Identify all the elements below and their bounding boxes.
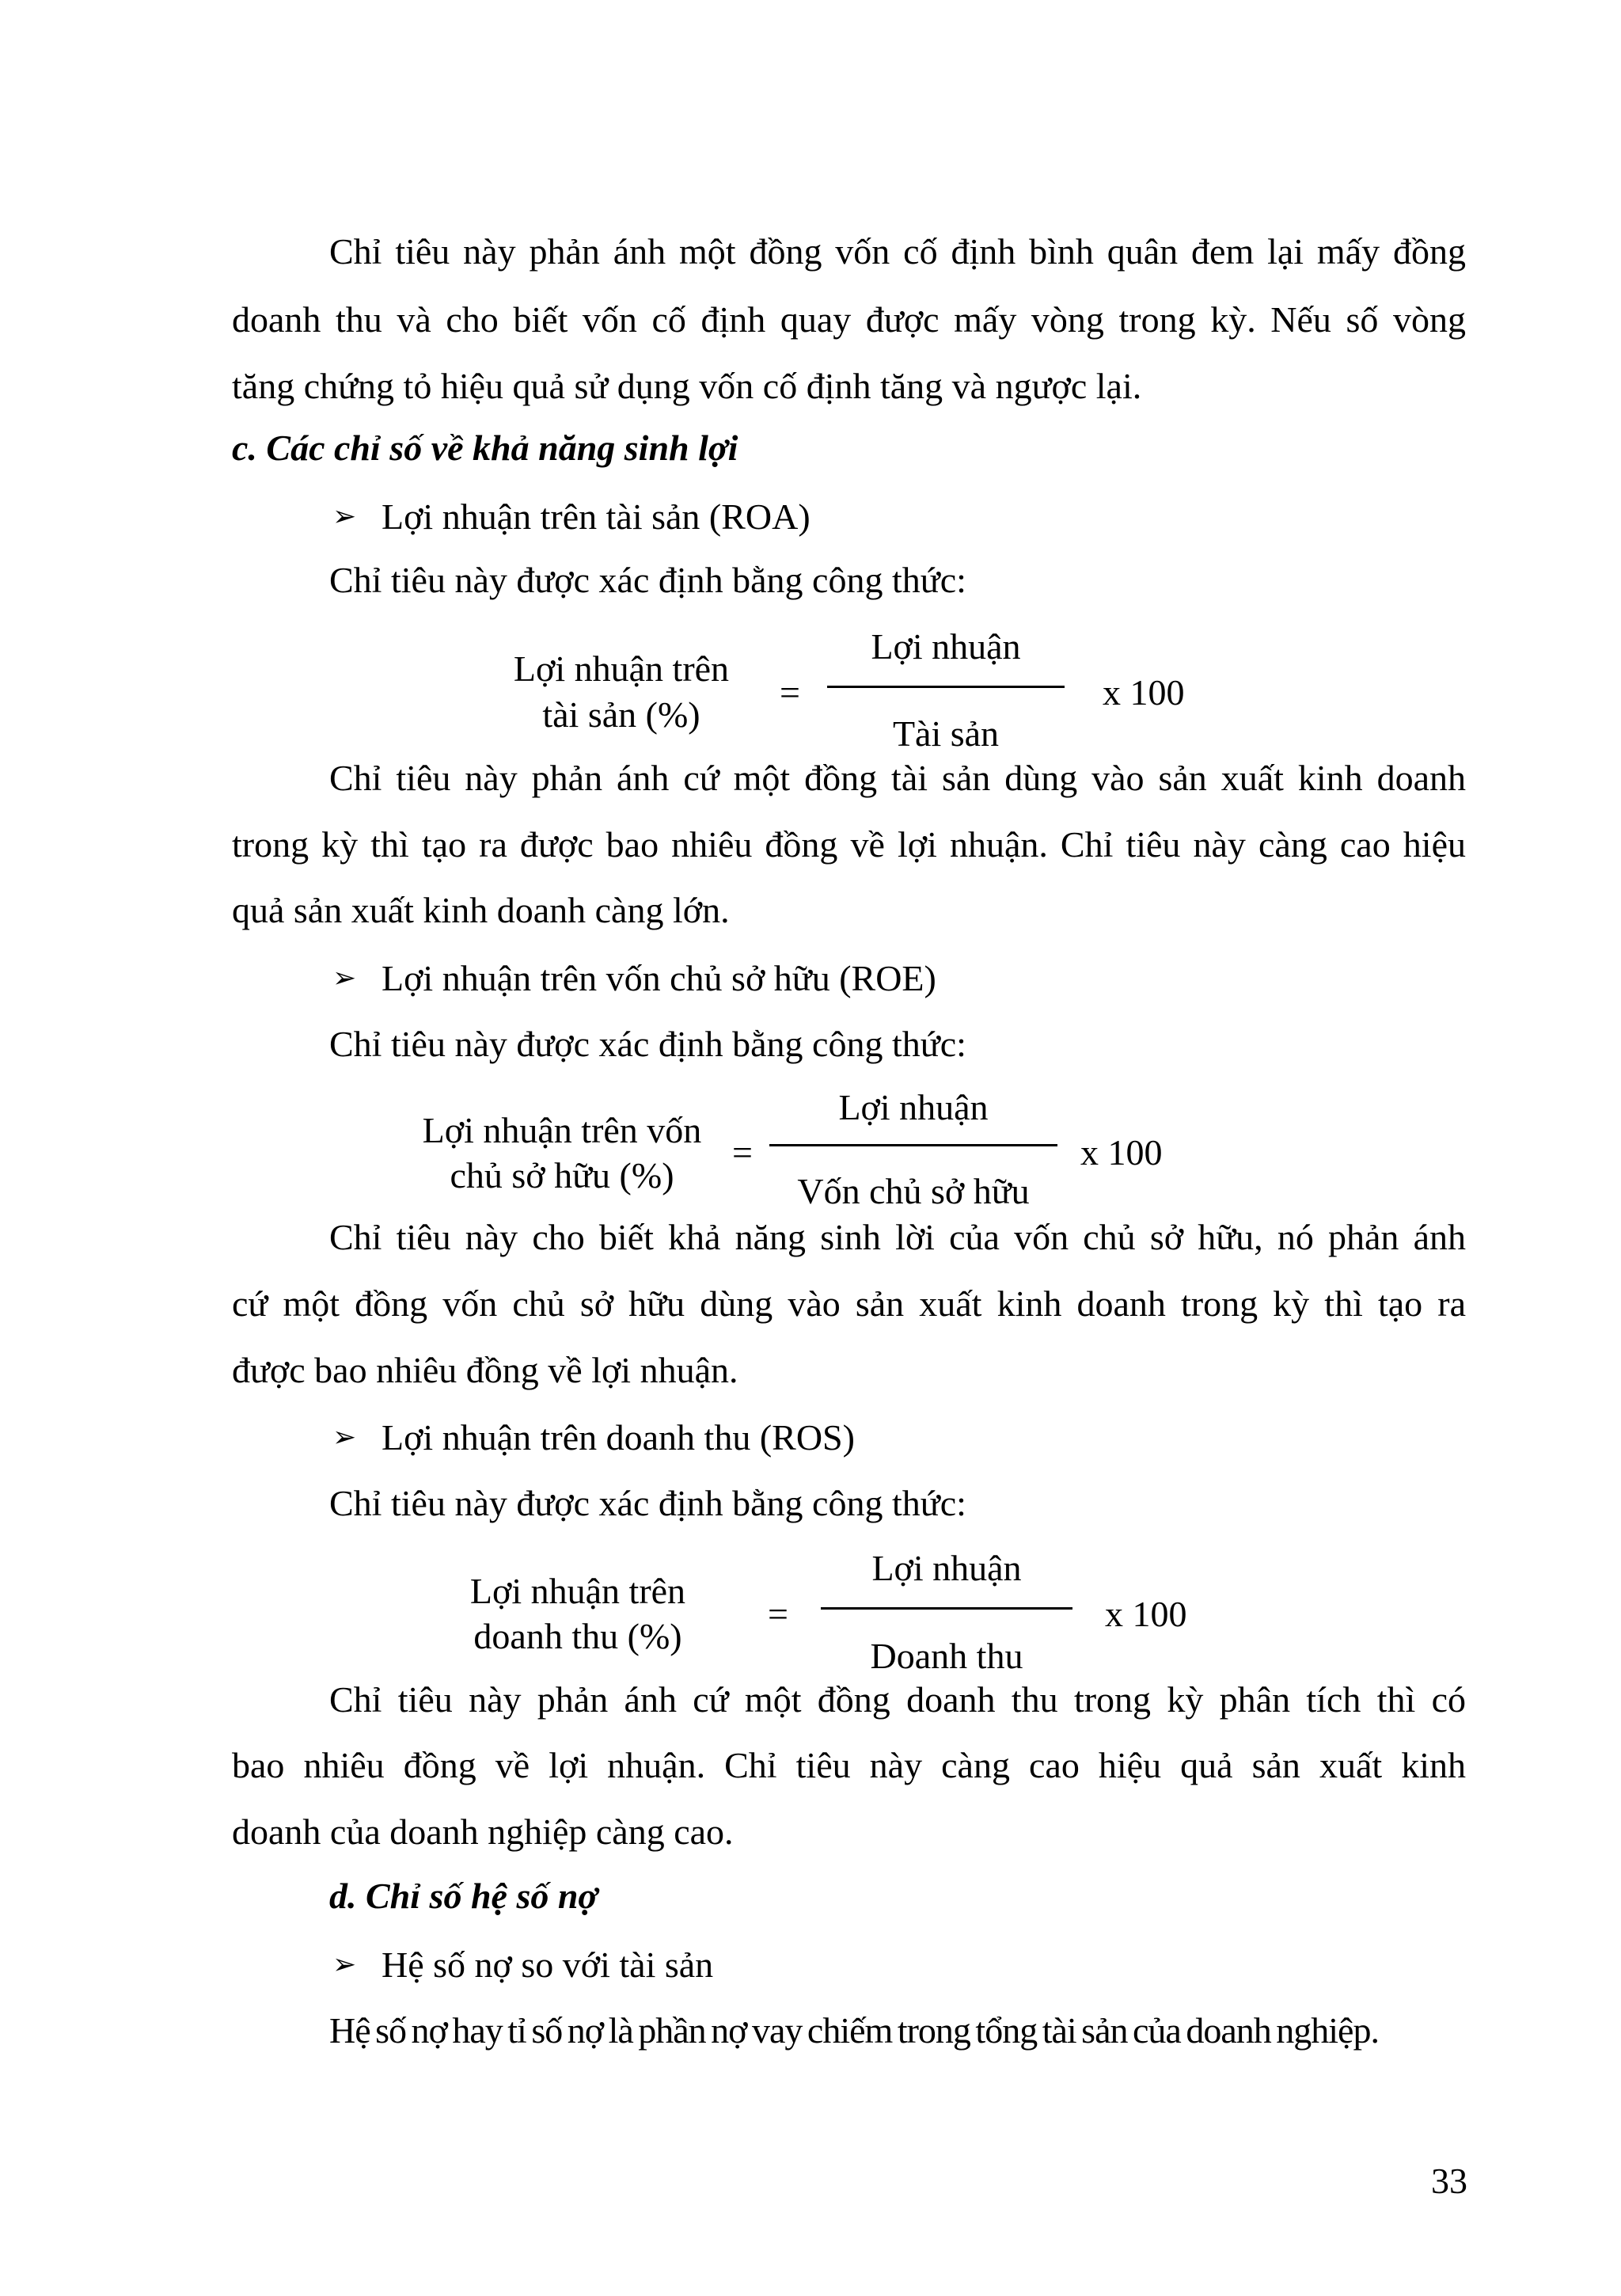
bullet-label: Lợi nhuận trên vốn chủ sở hữu (ROE) (382, 958, 936, 998)
bullet-roa (332, 496, 810, 537)
paragraph-line: tăng chứng tỏ hiệu quả sử dụng vốn cố định tăng và ngược lại. (232, 366, 1142, 406)
formula-lhs-line1: Lợi nhuận trên (513, 648, 730, 689)
formula-numerator: Lợi nhuận (871, 626, 1021, 667)
paragraph-line: trong kỳ thì tạo ra được bao nhiêu đồng về lợi nhuận. Chỉ tiêu này càng cao hiệu (232, 824, 1466, 865)
bullet-debt (332, 1944, 714, 1985)
formula-equals: = (768, 1594, 788, 1634)
formula-lhs-line2: tài sản (%) (542, 694, 700, 735)
formula-multiplier: x 100 (1103, 672, 1185, 713)
formula-lhs-line1: Lợi nhuận trên vốn (422, 1110, 702, 1150)
bullet-ros (332, 1417, 855, 1458)
section-heading-c: c. Các chỉ số về khả năng sinh lợi (232, 428, 738, 468)
paragraph-line: bao nhiêu đồng về lợi nhuận. Chỉ tiêu này càng cao hiệu quả sản xuất kinh (232, 1745, 1466, 1785)
bullet-label: Lợi nhuận trên doanh thu (ROS) (382, 1417, 855, 1458)
fraction-line (769, 1144, 1057, 1146)
fraction-line (821, 1607, 1072, 1610)
section-heading-d: d. Chỉ số hệ số nợ (329, 1876, 598, 1916)
page-number: 33 (1431, 2161, 1467, 2201)
formula-equals: = (732, 1132, 753, 1173)
formula-equals: = (780, 672, 800, 713)
paragraph-line: quả sản xuất kinh doanh càng lớn. (232, 890, 730, 930)
arrow-bullet-icon: ➢ (332, 1421, 357, 1454)
formula-intro: Chỉ tiêu này được xác định bằng công thức: (329, 1483, 966, 1523)
paragraph-line: Chỉ tiêu này phản ánh cứ một đồng tài sản dùng vào sản xuất kinh doanh (329, 758, 1466, 798)
fraction-line (827, 686, 1065, 688)
arrow-bullet-icon: ➢ (332, 500, 357, 533)
formula-multiplier: x 100 (1080, 1132, 1163, 1173)
paragraph-line: doanh của doanh nghiệp càng cao. (232, 1811, 734, 1852)
arrow-bullet-icon: ➢ (332, 1948, 357, 1981)
formula-numerator: Lợi nhuận (838, 1087, 989, 1127)
formula-denominator: Vốn chủ sở hữu (797, 1171, 1030, 1211)
formula-numerator: Lợi nhuận (871, 1548, 1022, 1588)
arrow-bullet-icon: ➢ (332, 962, 357, 994)
bullet-label: Hệ số nợ so với tài sản (382, 1944, 714, 1985)
paragraph-line: Hệ số nợ hay tỉ số nợ là phần nợ vay chiếm trong tổng tài sản của doanh nghiệp. (329, 2010, 1379, 2051)
bullet-roe (332, 960, 936, 997)
paragraph-line: Chỉ tiêu này phản ánh một đồng vốn cố định bình quân đem lại mấy đồng (329, 231, 1466, 272)
bullet-label: Lợi nhuận trên tài sản (ROA) (382, 496, 810, 537)
paragraph-line: doanh thu và cho biết vốn cố định quay được mấy vòng trong kỳ. Nếu số vòng (232, 299, 1466, 340)
paragraph-line: Chỉ tiêu này phản ánh cứ một đồng doanh thu trong kỳ phân tích thì có (329, 1679, 1466, 1720)
formula-denominator: Doanh thu (870, 1636, 1023, 1676)
formula-multiplier: x 100 (1105, 1594, 1187, 1634)
formula-intro: Chỉ tiêu này được xác định bằng công thức: (329, 1024, 966, 1064)
formula-denominator: Tài sản (892, 713, 1000, 754)
paragraph-line: cứ một đồng vốn chủ sở hữu dùng vào sản xuất kinh doanh trong kỳ thì tạo ra (232, 1283, 1466, 1324)
formula-intro: Chỉ tiêu này được xác định bằng công thức: (329, 560, 966, 600)
paragraph-line: được bao nhiêu đồng về lợi nhuận. (232, 1350, 738, 1390)
formula-lhs-line1: Lợi nhuận trên (469, 1571, 686, 1611)
paragraph-line: Chỉ tiêu này cho biết khả năng sinh lời của vốn chủ sở hữu, nó phản ánh (329, 1217, 1466, 1257)
formula-lhs-line2: doanh thu (%) (473, 1616, 682, 1656)
formula-lhs-line2: chủ sở hữu (%) (450, 1155, 674, 1196)
